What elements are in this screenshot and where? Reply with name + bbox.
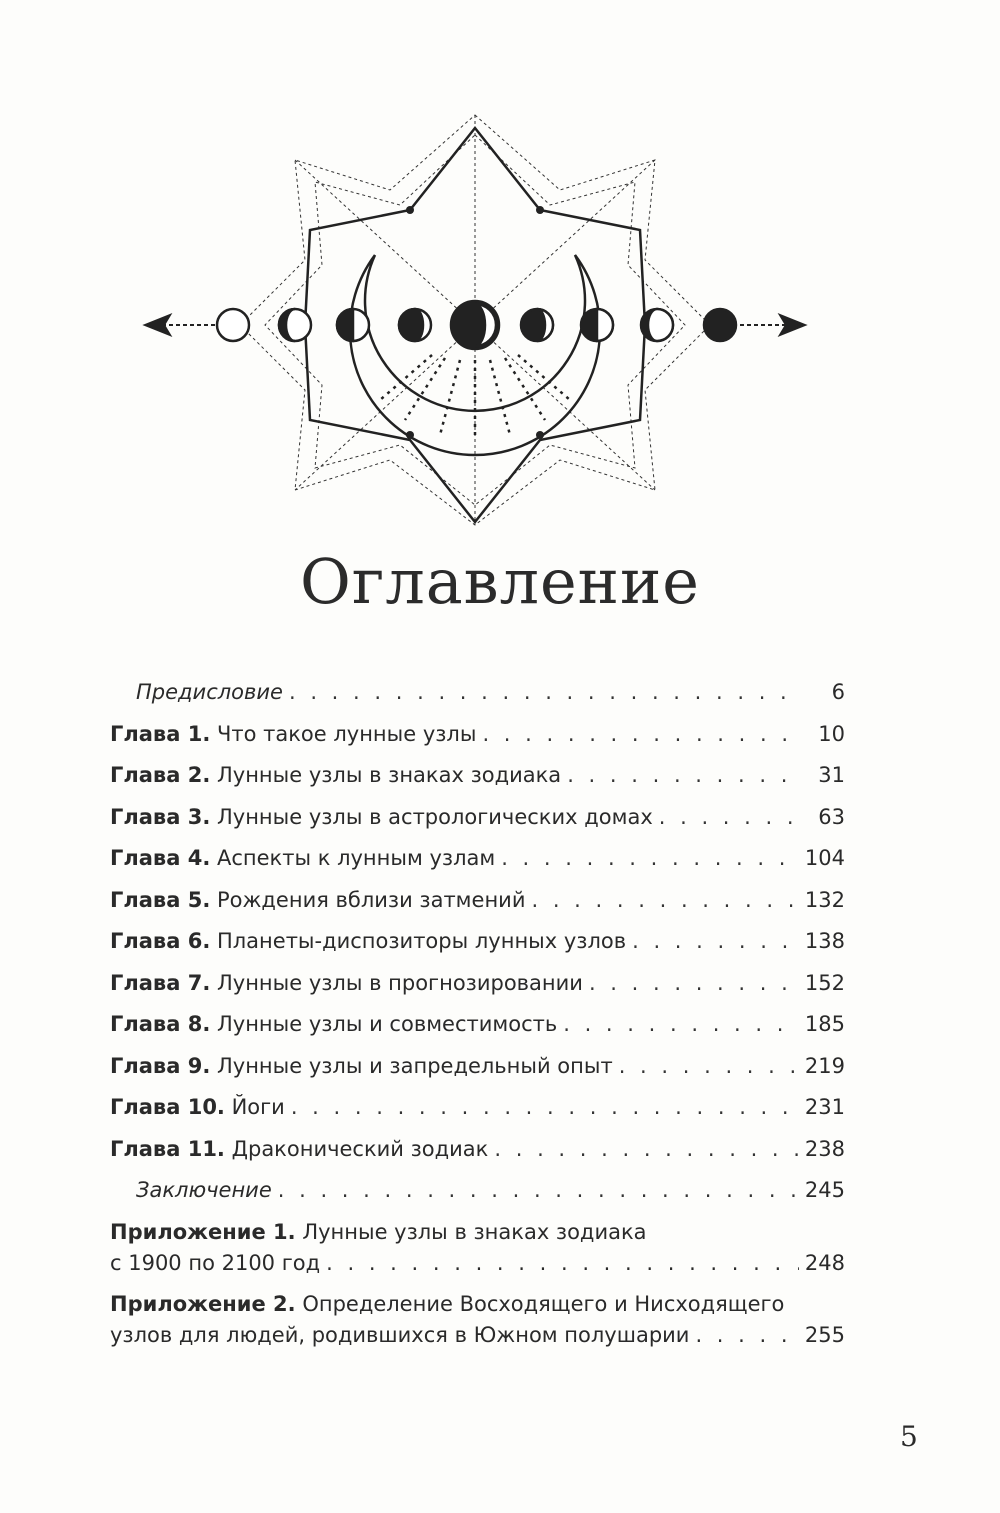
toc-page-number: 63 — [818, 804, 845, 829]
toc-entry-title — [110, 843, 495, 873]
toc-entry[interactable] — [110, 802, 845, 844]
toc-page-number: 185 — [804, 1012, 845, 1036]
toc-entry[interactable] — [110, 843, 845, 885]
appendix-title-line2: узлов для людей, родившихся в Южном полушарии — [110, 1322, 690, 1347]
toc-page-number: 255 — [804, 1322, 845, 1347]
dot-leader — [501, 843, 799, 873]
dot-leader — [291, 1092, 799, 1122]
toc-entry-title — [136, 677, 283, 707]
chapter-title: Что такое лунные узлы — [210, 721, 477, 746]
chapter-number: Глава 7. — [110, 970, 211, 995]
toc-entry[interactable] — [110, 1009, 845, 1051]
chapter-number: Глава 11. — [110, 1136, 225, 1161]
chapter-number: Глава 6. — [110, 929, 211, 953]
toc-entry-title — [110, 1134, 488, 1164]
toc-entry-title — [110, 719, 476, 749]
dot-leader — [482, 719, 801, 749]
toc-page-number: 245 — [804, 1178, 845, 1202]
toc-page-number: 104 — [804, 846, 845, 870]
appendix-title-line1 — [110, 1217, 845, 1248]
chapter-number: Глава 10. — [110, 1095, 225, 1119]
chapter-number: Глава 3. — [110, 804, 211, 829]
toc-entry[interactable] — [110, 1175, 845, 1217]
toc-page-number: 231 — [804, 1095, 845, 1119]
toc-page-number: 10 — [818, 721, 845, 746]
toc-page-number: 152 — [804, 970, 845, 995]
toc-entry[interactable] — [110, 926, 845, 968]
dot-leader — [589, 968, 799, 998]
appendix-title: Определение Восходящего и Нисходящего — [295, 1291, 785, 1316]
toc-entry[interactable] — [110, 760, 845, 802]
toc-entry-title — [110, 1092, 285, 1122]
appendix-title: Лунные узлы в знаках зодиака — [295, 1219, 647, 1244]
chapter-number: Глава 1. — [110, 721, 211, 746]
chapter-title: Аспекты к лунным узлам — [210, 846, 496, 870]
chapter-title: Планеты-диспозиторы лунных узлов — [210, 929, 627, 953]
appendix-number: Приложение 1. — [110, 1219, 296, 1244]
moon-phases-ornament — [140, 110, 810, 530]
chapter-number: Глава 2. — [110, 763, 211, 787]
toc-entry-title — [110, 802, 653, 832]
dot-leader — [619, 1051, 799, 1081]
toc-entry-title — [110, 760, 561, 790]
section-title: Предисловие — [136, 680, 283, 704]
toc-page-number: 132 — [804, 887, 845, 912]
toc-entry-title — [110, 1009, 557, 1039]
dot-leader — [567, 760, 801, 790]
chapter-title: Лунные узлы в знаках зодиака — [210, 763, 562, 787]
toc-entry[interactable] — [110, 1092, 845, 1134]
toc-entry-title — [110, 968, 583, 998]
dot-leader — [659, 802, 801, 832]
toc-appendix-entry[interactable] — [110, 1217, 845, 1279]
toc-entry[interactable] — [110, 885, 845, 927]
chapter-title: Лунные узлы и совместимость — [210, 1012, 558, 1036]
toc-entry[interactable] — [110, 677, 845, 719]
dot-leader — [326, 1248, 799, 1279]
table-of-contents — [110, 677, 845, 1361]
dot-leader — [494, 1134, 799, 1164]
toc-page-number: 219 — [804, 1053, 845, 1078]
appendix-title-line2: с 1900 по 2100 год — [110, 1250, 321, 1275]
chapter-number: Глава 8. — [110, 1012, 211, 1036]
page-title: Оглавление — [300, 545, 700, 618]
section-title: Заключение — [136, 1178, 272, 1202]
appendix-number: Приложение 2. — [110, 1291, 296, 1316]
toc-entry[interactable] — [110, 1051, 845, 1093]
toc-entry-title — [110, 885, 525, 915]
chapter-title: Лунные узлы и запредельный опыт — [210, 1053, 613, 1078]
dot-leader — [531, 885, 798, 915]
toc-entry-title — [136, 1175, 272, 1205]
chapter-title: Лунные узлы в прогнозировании — [210, 970, 583, 995]
dot-leader — [632, 926, 799, 956]
toc-entry[interactable] — [110, 1134, 845, 1176]
toc-page-number: 31 — [818, 763, 845, 787]
toc-page-number: 238 — [804, 1136, 845, 1161]
chapter-number: Глава 5. — [110, 887, 211, 912]
page-number: 5 — [900, 1420, 918, 1453]
dot-leader — [289, 677, 801, 707]
toc-page-number: 138 — [804, 929, 845, 953]
toc-page-number: 248 — [804, 1250, 845, 1275]
toc-appendix-entry[interactable] — [110, 1289, 845, 1351]
chapter-title: Лунные узлы в астрологических домах — [210, 804, 653, 829]
dot-leader — [278, 1175, 799, 1205]
chapter-number: Глава 4. — [110, 846, 211, 870]
appendix-title-line1 — [110, 1289, 845, 1320]
chapter-number: Глава 9. — [110, 1053, 211, 1078]
dot-leader — [695, 1320, 798, 1351]
chapter-title: Рождения вблизи затмений — [210, 887, 526, 912]
toc-entry-title — [110, 926, 626, 956]
toc-entry[interactable] — [110, 968, 845, 1010]
toc-entry[interactable] — [110, 719, 845, 761]
chapter-title: Драконический зодиак — [224, 1136, 489, 1161]
toc-entry-title — [110, 1051, 613, 1081]
dot-leader — [563, 1009, 799, 1039]
toc-page-number: 6 — [831, 680, 845, 704]
chapter-title: Йоги — [224, 1095, 285, 1119]
